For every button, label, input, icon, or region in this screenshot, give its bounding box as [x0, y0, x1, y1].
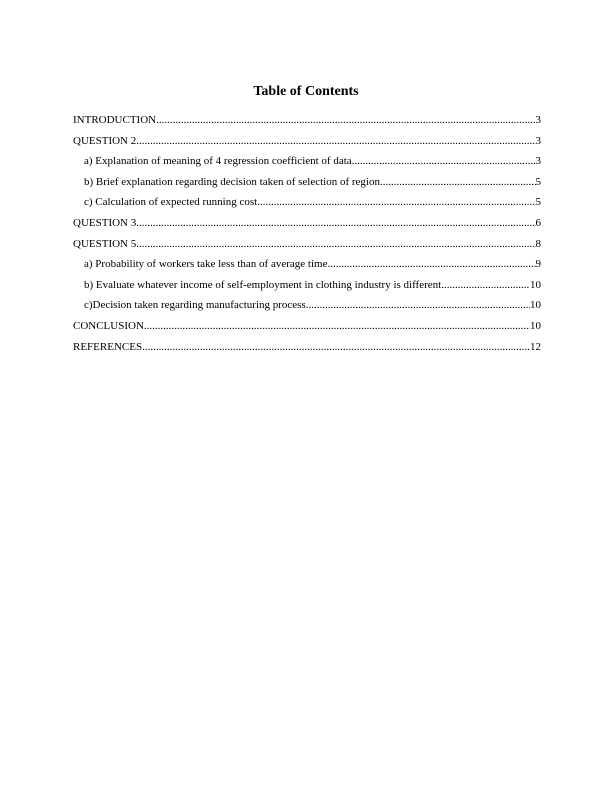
toc-entry-label: QUESTION 5 — [73, 237, 137, 250]
toc-entry-introduction[interactable] — [73, 113, 541, 134]
toc-dot-leader — [352, 154, 536, 168]
toc-dot-leader — [136, 216, 535, 230]
toc-entry-question-3[interactable] — [73, 216, 541, 237]
toc-entry-question-2[interactable] — [73, 134, 541, 155]
toc-entry-conclusion[interactable] — [73, 319, 541, 340]
toc-page-number: 3 — [535, 155, 541, 168]
toc-dot-leader — [144, 319, 530, 333]
toc-dot-leader — [441, 278, 530, 292]
toc-dot-leader — [136, 134, 535, 148]
toc-entry-label: REFERENCES — [73, 340, 143, 353]
toc-entry-label: QUESTION 3 — [73, 216, 137, 229]
toc-entry-label: QUESTION 2 — [73, 134, 137, 147]
toc-page-number: 3 — [535, 134, 541, 147]
toc-entry-question-2a[interactable] — [73, 154, 541, 175]
toc-page-number: 9 — [535, 258, 541, 271]
toc-entry-label: c) Calculation of expected running cost — [84, 196, 258, 209]
toc-dot-leader — [380, 175, 536, 189]
toc-entry-label: INTRODUCTION — [73, 114, 157, 126]
toc-page-number: 5 — [535, 196, 541, 209]
toc-entry-question-5a[interactable] — [73, 257, 541, 278]
toc-page-number: 10 — [530, 319, 541, 332]
toc-page-number: 3 — [535, 114, 541, 126]
toc-dot-leader — [257, 195, 535, 209]
toc-dot-leader — [136, 237, 535, 251]
toc-dot-leader — [142, 340, 530, 354]
toc-entry-label: CONCLUSION — [73, 319, 144, 332]
toc-page-number: 10 — [530, 278, 541, 291]
toc-page-number: 5 — [535, 175, 541, 188]
toc-entry-label: b) Brief explanation regarding decision taken of selection of region — [84, 175, 380, 188]
toc-entry-question-2c[interactable] — [73, 195, 541, 216]
toc-entry-question-5[interactable] — [73, 237, 541, 258]
toc-entry-label: a) Probability of workers take less than of average time — [84, 258, 328, 271]
toc-page-number: 8 — [535, 237, 541, 250]
toc-entry-question-2b[interactable] — [73, 175, 541, 196]
toc-entry-question-5c[interactable] — [73, 298, 541, 319]
toc-entry-references[interactable] — [73, 340, 541, 361]
toc-page-number: 12 — [530, 340, 541, 353]
toc-dot-leader — [156, 113, 535, 127]
toc-list — [73, 113, 541, 360]
toc-dot-leader — [306, 298, 530, 312]
toc-entry-question-5b[interactable] — [73, 278, 541, 299]
toc-dot-leader — [327, 257, 535, 271]
toc-page-number: 10 — [530, 299, 541, 312]
toc-page-number: 6 — [535, 216, 541, 229]
toc-title: Table of Contents — [253, 84, 359, 99]
toc-entry-label: c)Decision taken regarding manufacturing process — [84, 299, 306, 312]
toc-entry-label: b) Evaluate whatever income of self-employment in clothing industry is different — [84, 278, 442, 291]
toc-entry-label: a) Explanation of meaning of 4 regression coefficient of data — [84, 155, 352, 168]
